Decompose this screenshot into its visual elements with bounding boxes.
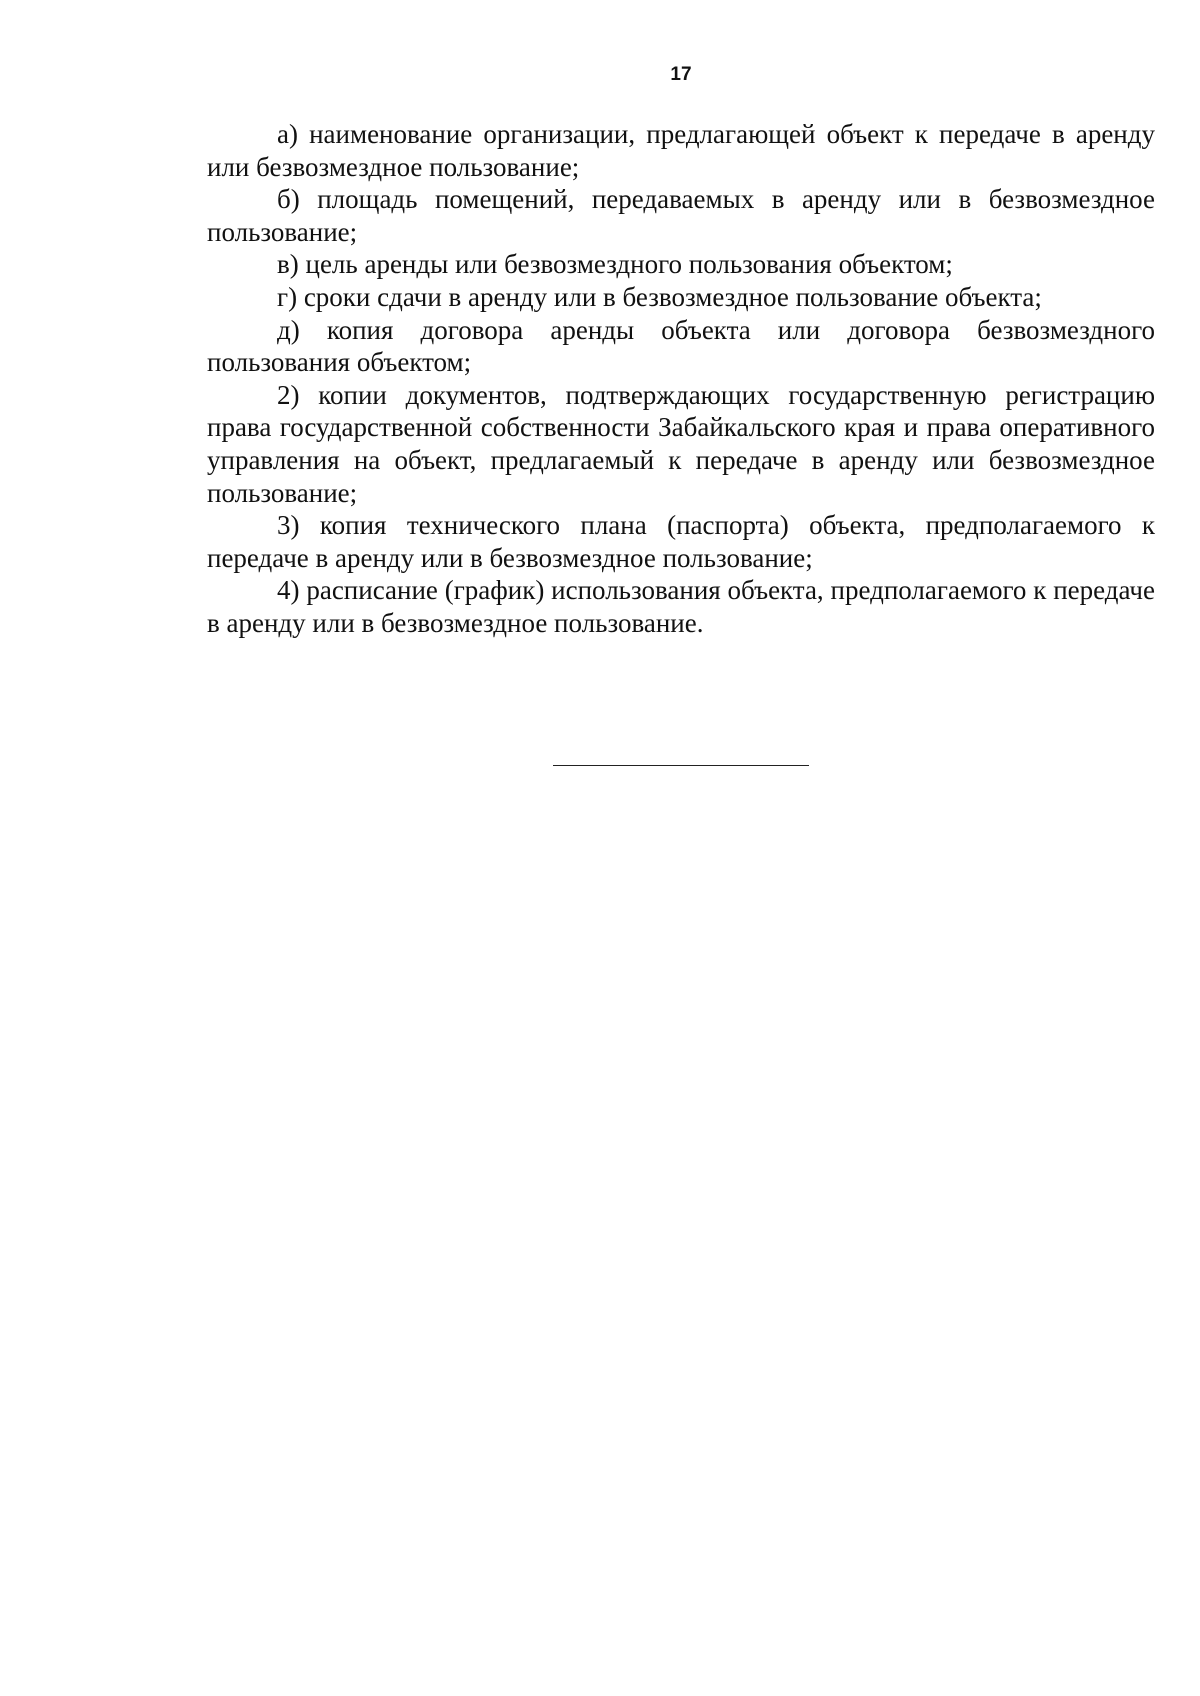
paragraph-item-2: 2) копии документов, подтверждающих государственную регистрацию права государственной собственности Забайкальского края и права оперативного управления на объект, предлагаемый к передаче в аренду или безвозмездное пользование;: [207, 379, 1155, 508]
end-of-document-rule: [553, 765, 809, 766]
paragraph-item-d: д) копия договора аренды объекта или договора безвозмездного пользования объектом;: [207, 314, 1155, 378]
document-body: [207, 118, 1155, 640]
paragraph-item-v: в) цель аренды или безвозмездного пользования объектом;: [277, 249, 953, 280]
paragraph-item-a: а) наименование организации, предлагающей объект к передаче в аренду или безвозмездное пользование;: [207, 119, 1155, 182]
paragraph-item-g: г) сроки сдачи в аренду или в безвозмездное пользование объекта;: [277, 281, 1042, 312]
paragraph-item-3: 3) копия технического плана (паспорта) объекта, предполагаемого к передаче в аренду или в безвозмездное пользование;: [207, 510, 1155, 573]
paragraph-item-4: 4) расписание (график) использования объекта, предполагаемого к передаче в аренду или в безвозмездное пользование.: [207, 575, 1155, 638]
page-number: 17: [670, 64, 692, 85]
paragraph-item-b: б) площадь помещений, передаваемых в аренду или в безвозмездное пользование;: [207, 184, 1155, 247]
